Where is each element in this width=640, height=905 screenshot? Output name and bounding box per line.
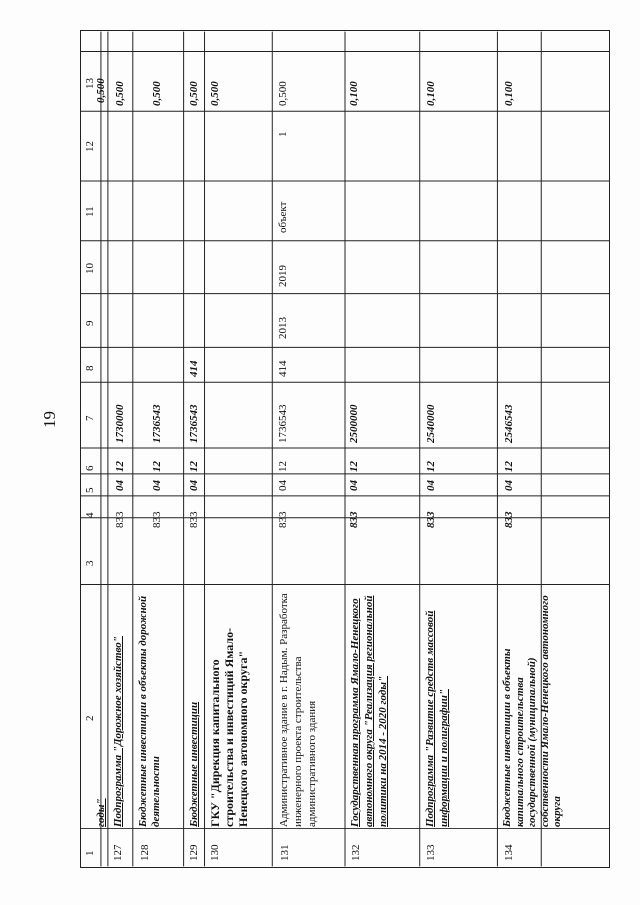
cell-code-5: 04 xyxy=(425,480,437,491)
cell-code-4: 833 xyxy=(114,511,126,528)
cell-code-6: 12 xyxy=(503,461,515,472)
row-name: Бюджетные инвестиции xyxy=(188,701,200,827)
cell-code-5: 04 xyxy=(277,480,289,491)
header-col-13: 13 xyxy=(84,78,96,89)
row-name: Государственная программа Ямало-Ненецкого автономного округа "Реализация региональной политики на 2014 - 2020 годы" xyxy=(349,595,389,827)
row-name: Бюджетные инвестиции в объекты дорожной деятельности xyxy=(137,595,162,827)
row-number: 133 xyxy=(425,844,437,861)
row-number: 134 xyxy=(503,844,515,861)
cell-code-5: 04 xyxy=(114,480,126,491)
cell-code-4: 833 xyxy=(348,511,360,528)
header-col-8: 8 xyxy=(84,365,96,371)
cell-code-7: 2500000 xyxy=(348,404,360,443)
row-name: Подпрограмма "Дорожное хозяйство" xyxy=(112,636,124,827)
header-col-12: 12 xyxy=(84,141,96,152)
continued-text: годы" xyxy=(95,798,107,827)
header-col-9: 9 xyxy=(84,320,96,326)
header-col-2: 2 xyxy=(84,715,96,721)
cell-code-5: 04 xyxy=(151,480,163,491)
row-number: 129 xyxy=(188,844,200,861)
row-name: Бюджетные инвестиции в объекты капитального строительства государственной (муниципальной) собственности Ямало-Ненецкого автономного округа xyxy=(501,595,563,827)
continued-total: 0,500 xyxy=(95,78,107,103)
cell-code-6: 12 xyxy=(188,461,200,472)
header-col-10: 10 xyxy=(84,263,96,274)
cell-value-13: 0,100 xyxy=(348,81,360,106)
cell-code-10: 2019 xyxy=(277,265,289,287)
cell-code-5: 04 xyxy=(348,480,360,491)
cell-value-13: 0,500 xyxy=(188,81,200,106)
cell-code-9: 2013 xyxy=(277,317,289,339)
header-col-3: 3 xyxy=(84,560,96,566)
header-col-11: 11 xyxy=(84,206,96,217)
cell-code-4: 833 xyxy=(151,511,163,528)
row-name: ГКУ "Дирекция капитального строительства и инвестиций Ямало-Ненецкого автономного округа" xyxy=(208,627,250,827)
cell-code-4: 833 xyxy=(277,511,289,528)
row-number: 132 xyxy=(350,844,362,861)
cell-code-4: 833 xyxy=(425,511,437,528)
cell-code-6: 12 xyxy=(277,461,289,472)
cell-value-13: 0,100 xyxy=(425,81,437,106)
cell-code-7: 1736543 xyxy=(188,404,200,443)
row-name: Подпрограмма "Развитие средств массовой информации и полиграфии" xyxy=(424,610,450,827)
header-col-1: 1 xyxy=(84,850,96,856)
cell-code-7: 2540000 xyxy=(425,404,437,443)
cell-unit-11: объект xyxy=(277,201,289,233)
cell-code-4: 833 xyxy=(503,511,515,528)
cell-code-6: 12 xyxy=(425,461,437,472)
cell-code-6: 12 xyxy=(348,461,360,472)
header-col-6: 6 xyxy=(84,465,96,471)
cell-code-4: 833 xyxy=(188,511,200,528)
cell-value-13: 0,500 xyxy=(151,81,163,106)
cell-code-8: 414 xyxy=(188,360,200,377)
row-number: 128 xyxy=(139,844,151,861)
cell-value-13: 0,500 xyxy=(277,81,289,106)
cell-code-7: 1736543 xyxy=(277,404,289,443)
cell-code-7: 2546543 xyxy=(503,404,515,443)
header-col-5: 5 xyxy=(84,487,96,493)
header-col-7: 7 xyxy=(84,415,96,421)
page-number: 19 xyxy=(40,411,59,428)
cell-code-7: 1730000 xyxy=(114,404,126,443)
row-number: 131 xyxy=(279,844,291,861)
row-name: Административное здание в г. Надым. Разработка инженерного проекта строительства административного здания xyxy=(278,593,318,827)
row-number: 130 xyxy=(209,844,221,861)
cell-code-7: 1736543 xyxy=(151,404,163,443)
cell-code-6: 12 xyxy=(151,461,163,472)
cell-value-13: 0,500 xyxy=(209,81,221,106)
budget-table xyxy=(80,30,610,868)
header-col-4: 4 xyxy=(84,512,96,518)
cell-value-13: 0,100 xyxy=(503,81,515,106)
cell-qty-12: 1 xyxy=(277,131,289,137)
row-number: 127 xyxy=(112,844,124,861)
cell-code-5: 04 xyxy=(503,480,515,491)
cell-code-8: 414 xyxy=(277,360,289,377)
cell-value-13: 0,500 xyxy=(114,81,126,106)
cell-code-6: 12 xyxy=(114,461,126,472)
cell-code-5: 04 xyxy=(188,480,200,491)
